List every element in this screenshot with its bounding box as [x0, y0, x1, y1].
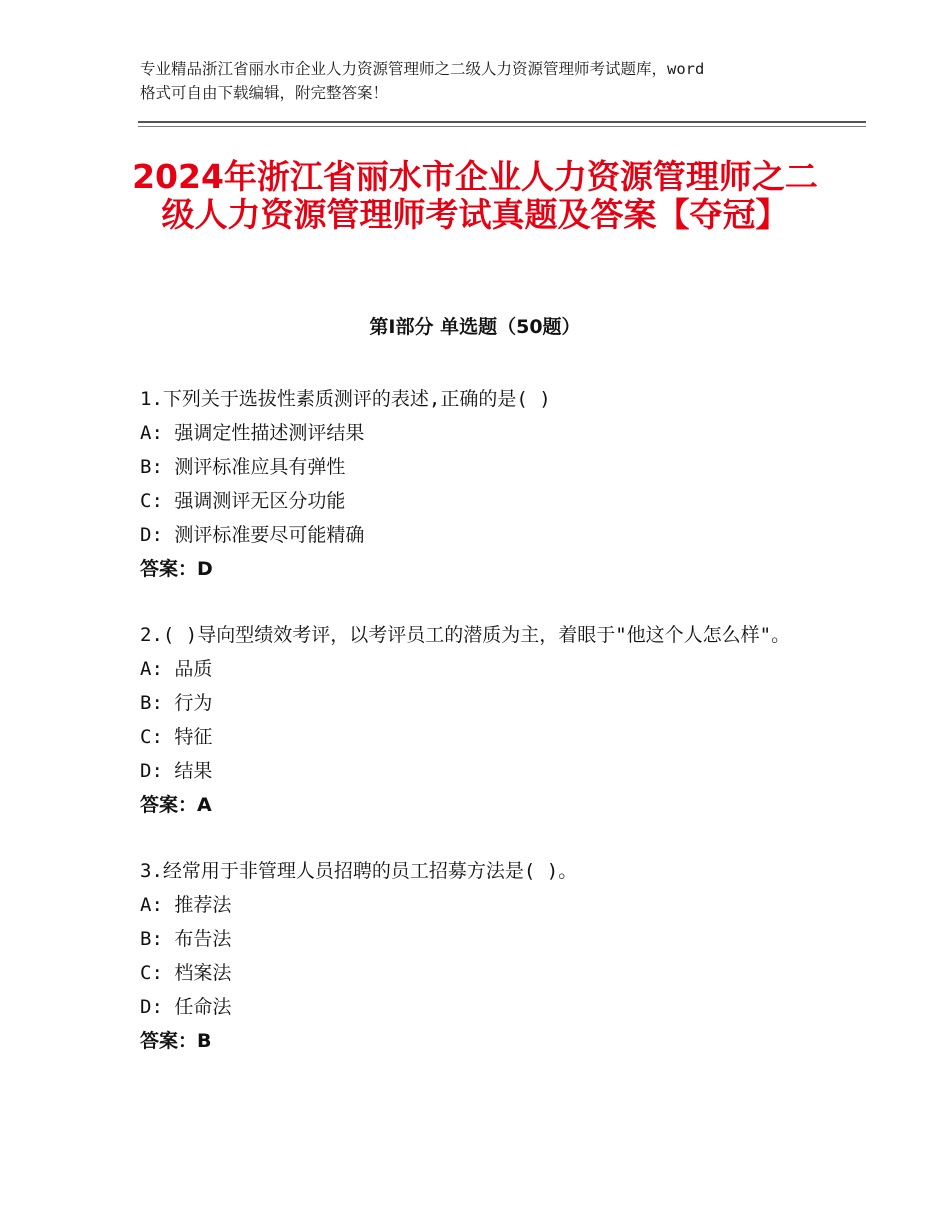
option-c: C: 强调测评无区分功能: [140, 490, 346, 512]
option-a: A: 强调定性描述测评结果: [140, 422, 365, 444]
header-note: [140, 57, 830, 105]
option-c: C: 档案法: [140, 962, 232, 984]
answer: 答案：A: [140, 794, 212, 816]
option-a: A: 推荐法: [140, 894, 232, 916]
option-b: B: 测评标准应具有弹性: [140, 456, 346, 478]
question-3: [140, 854, 820, 1058]
question-2: [140, 618, 820, 822]
question-1: [140, 382, 820, 586]
question-stem: 1.下列关于选拔性素质测评的表述,正确的是( ): [140, 388, 551, 410]
option-c: C: 特征: [140, 726, 213, 748]
header-divider: [138, 121, 866, 123]
header-divider-thin: [138, 126, 866, 127]
header-note-line-1: 专业精品浙江省丽水市企业人力资源管理师之二级人力资源管理师考试题库，word: [140, 60, 705, 78]
option-a: A: 品质: [140, 658, 213, 680]
question-stem: 2.( )导向型绩效考评，以考评员工的潜质为主，着眼于"他这个人怎么样"。: [140, 624, 791, 646]
question-list: [140, 382, 820, 1090]
header-note-line-2: 格式可自由下载编辑，附完整答案！: [140, 84, 389, 102]
answer: 答案：B: [140, 1030, 212, 1052]
option-b: B: 布告法: [140, 928, 232, 950]
question-stem: 3.经常用于非管理人员招聘的员工招募方法是( )。: [140, 860, 578, 882]
option-d: D: 结果: [140, 760, 213, 782]
option-b: B: 行为: [140, 692, 213, 714]
option-d: D: 测评标准要尽可能精确: [140, 524, 365, 546]
section-heading: 第Ⅰ部分 单选题（50题）: [369, 316, 581, 338]
option-d: D: 任命法: [140, 996, 232, 1018]
document-title: 2024年浙江省丽水市企业人力资源管理师之二级人力资源管理师考试真题及答案【夺冠】: [132, 157, 818, 234]
answer: 答案：D: [140, 558, 213, 580]
